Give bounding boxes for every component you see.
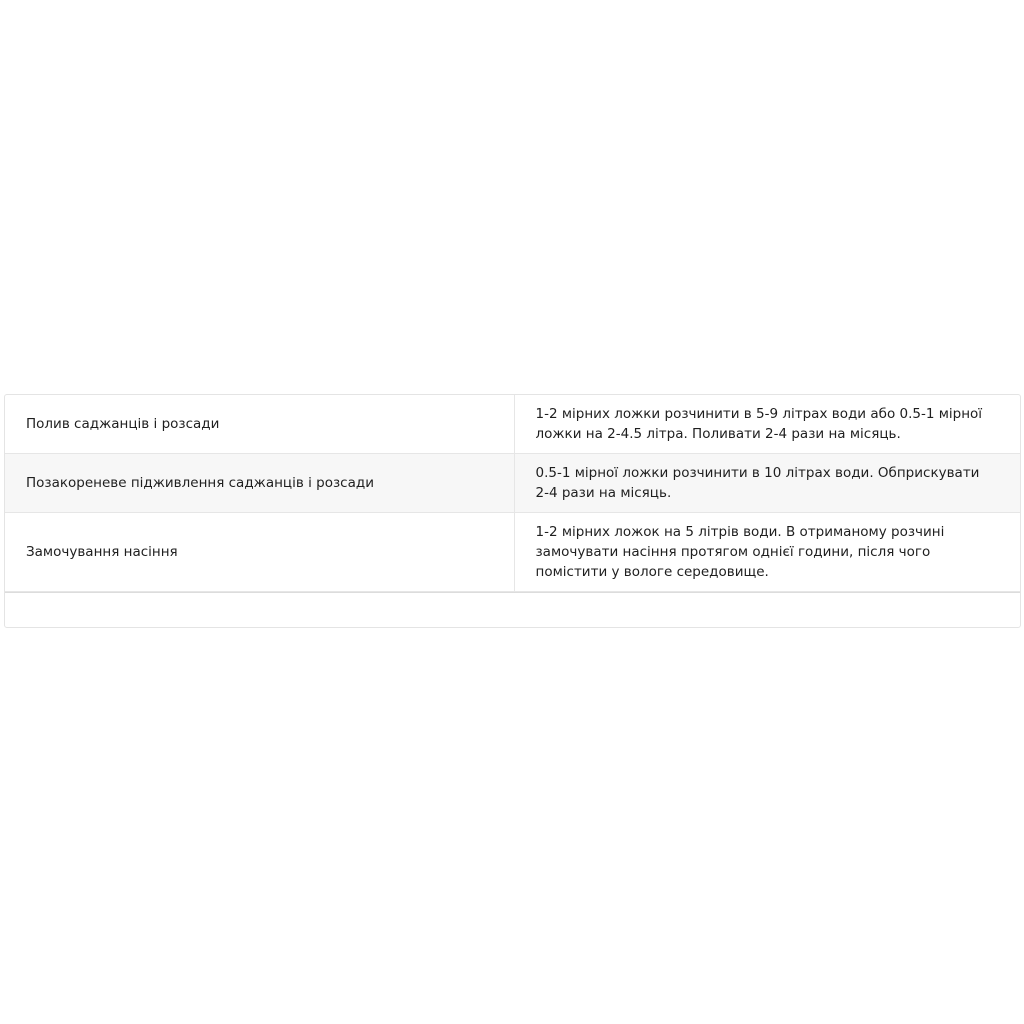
table-row [5,512,1020,591]
usage-table-container [4,394,1021,628]
purpose-cell: Полив саджанців і розсади [5,395,514,453]
purpose-cell: Позакореневе підживлення саджанців і розсади [5,453,514,512]
instruction-cell: 1-2 мірних ложок на 5 літрів води. В отриманому розчині замочувати насіння протягом однієї години, після чого помістити у вологе середовище. [514,512,1020,591]
purpose-cell: Замочування насіння [5,512,514,591]
instruction-cell: 0.5-1 мірної ложки розчинити в 10 літрах води. Обприскувати 2-4 рази на місяць. [514,453,1020,512]
table-row [5,453,1020,512]
instruction-cell: 1-2 мірних ложки розчинити в 5-9 літрах води або 0.5-1 мірної ложки на 2-4.5 літра. Поливати 2-4 рази на місяць. [514,395,1020,453]
table-row [5,395,1020,453]
table-empty-footer [5,592,1020,629]
usage-table [5,395,1020,592]
